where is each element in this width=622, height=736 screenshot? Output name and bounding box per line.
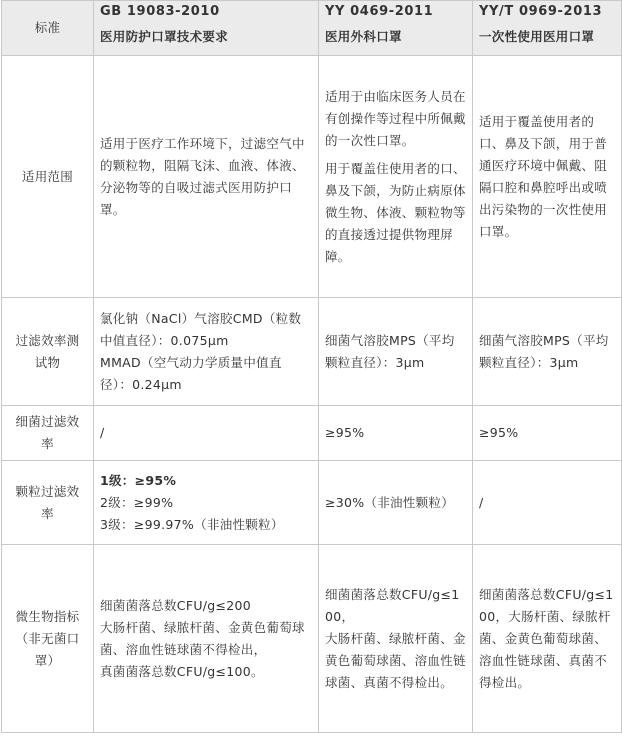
cell-yy0469-microbial: [319, 545, 473, 733]
row-pfe: [2, 461, 622, 545]
test-aerosol-text: 氯化钠（NaCl）气溶胶CMD（粒数中值直径）：0.075μm: [100, 310, 302, 348]
row-bfe: [2, 406, 622, 461]
header-yyt0969: [473, 1, 622, 56]
header-label-cell: [2, 1, 94, 56]
microbial-text: 真菌菌落总数CFU/g≤100。: [100, 663, 264, 679]
row-label: 适用范围: [2, 56, 94, 298]
row-label: 细菌过滤效率: [2, 406, 94, 461]
standard-code: YY 0469-2011: [325, 4, 434, 19]
cell-yy0469-filtration-test: 细菌气溶胶MPS（平均颗粒直径）：3μm: [319, 298, 473, 406]
standards-comparison-table: [1, 0, 622, 733]
microbial-text: 大肠杆菌、绿脓杆菌、金黄色葡萄球菌、溶血性链球菌不得检出，: [100, 619, 305, 657]
pfe-level-1: 1级：≥95%: [100, 472, 177, 488]
row-scope: [2, 56, 622, 298]
standard-code: YY/T 0969-2013: [479, 4, 603, 19]
microbial-text: 细菌菌落总数CFU/g≤100，: [325, 586, 460, 624]
table-header-row: [2, 1, 622, 56]
cell-gb-scope: 适用于医疗工作环境下，过滤空气中的颗粒物，阻隔飞沫、血液、体液、分泌物等的自吸过滤式医用防护口罩。: [94, 56, 319, 298]
scope-paragraph: 适用于由临床医务人员在有创操作等过程中所佩戴的一次性口罩。: [325, 88, 466, 148]
cell-yyt0969-bfe: ≥95%: [473, 406, 622, 461]
header-gb19083: [94, 1, 319, 56]
cell-gb-filtration-test: [94, 298, 319, 406]
microbial-text: 细菌菌落总数CFU/g≤200: [100, 597, 252, 613]
cell-yyt0969-pfe: /: [473, 461, 622, 545]
cell-yyt0969-filtration-test: 细菌气溶胶MPS（平均颗粒直径）：3μm: [473, 298, 622, 406]
cell-yyt0969-microbial: 细菌菌落总数CFU/g≤100，大肠杆菌、绿脓杆菌、金黄色葡萄球菌、溶血性链球菌、真菌不得检出。: [473, 545, 622, 733]
standard-name: 医用外科口罩: [325, 29, 402, 44]
standard-name: 一次性使用医用口罩: [479, 29, 595, 44]
row-microbial: [2, 545, 622, 733]
pfe-level-3: 3级：≥99.97%（非油性颗粒）: [100, 516, 284, 532]
row-label: 颗粒过滤效率: [2, 461, 94, 545]
cell-yyt0969-scope: 适用于覆盖使用者的口、鼻及下颌，用于普通医疗环境中佩戴、阻隔口腔和鼻腔呼出或喷出污染物的一次性使用口罩。: [473, 56, 622, 298]
row-label: 过滤效率测试物: [2, 298, 94, 406]
row-label: 微生物指标（非无菌口罩）: [2, 545, 94, 733]
cell-gb-microbial: [94, 545, 319, 733]
pfe-level-2: 2级：≥99%: [100, 494, 174, 510]
header-yy0469: [319, 1, 473, 56]
cell-gb-bfe: /: [94, 406, 319, 461]
header-label: 标准: [34, 20, 61, 35]
cell-yy0469-scope: [319, 56, 473, 298]
row-filtration-test: [2, 298, 622, 406]
cell-yy0469-pfe: ≥30%（非油性颗粒）: [319, 461, 473, 545]
scope-paragraph: 用于覆盖住使用者的口、鼻及下颌，为防止病原体微生物、体液、颗粒物等的直接透过提供物理屏障。: [325, 160, 466, 264]
cell-yy0469-bfe: ≥95%: [319, 406, 473, 461]
standard-code: GB 19083-2010: [100, 4, 220, 19]
test-aerosol-text: MMAD（空气动力学质量中值直径）：0.24μm: [100, 354, 282, 392]
standard-name: 医用防护口罩技术要求: [100, 29, 229, 44]
cell-gb-pfe: [94, 461, 319, 545]
microbial-text: 大肠杆菌、绿脓杆菌、金黄色葡萄球菌、溶血性链球菌、真菌不得检出。: [325, 630, 466, 690]
